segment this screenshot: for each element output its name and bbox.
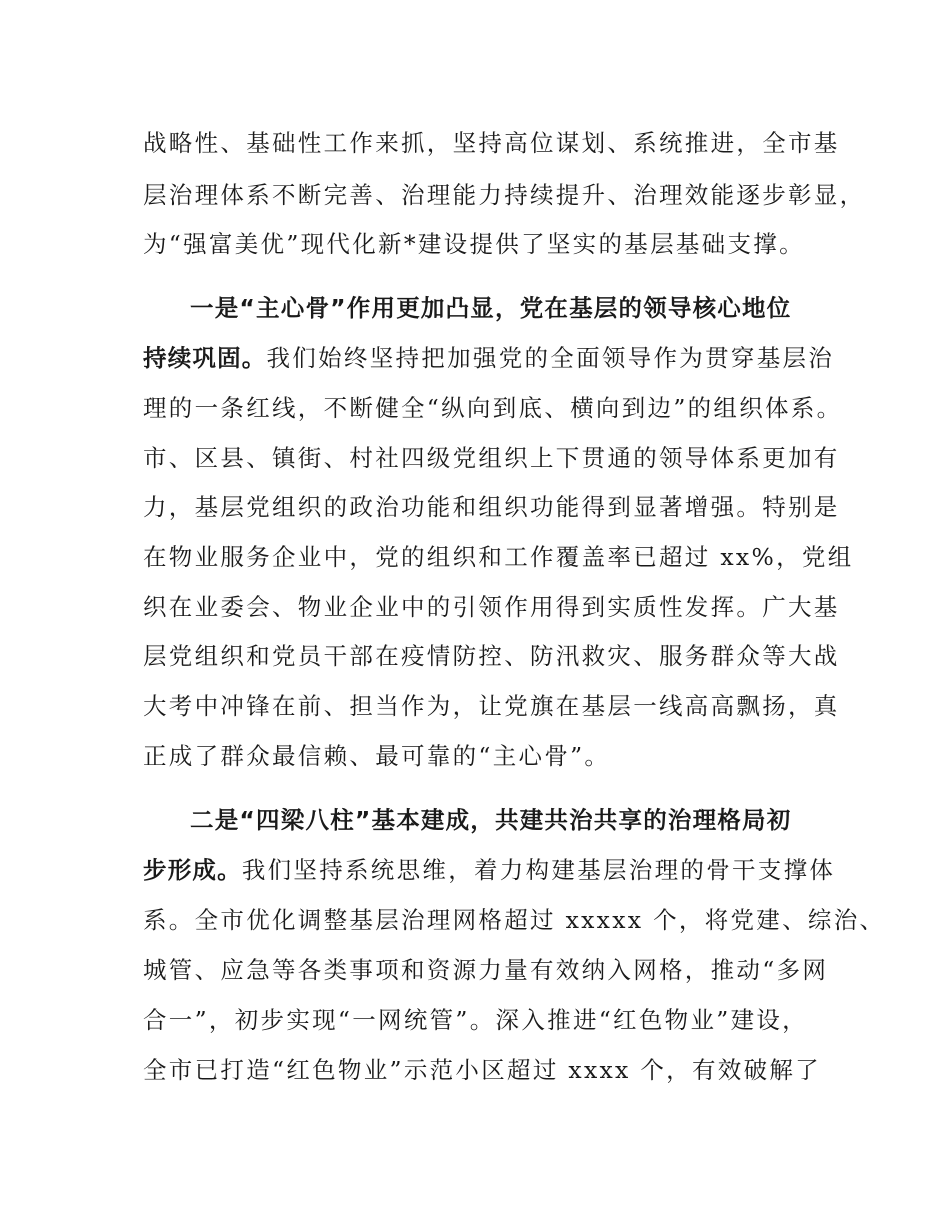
paragraph-3-line-2 <box>143 855 835 885</box>
paragraph-2-line-6: 在物业服务企业中，党的组织和工作覆盖率已超过 xx%，党组 <box>143 543 854 571</box>
paragraph-1-line-2: 层治理体系不断完善、治理能力持续提升、治理效能逐步彰显， <box>143 181 866 209</box>
paragraph-1-line-1: 战略性、基础性工作来抓，坚持高位谋划、系统推进，全市基 <box>143 129 840 157</box>
paragraph-2-heading-end: 持续巩固。 <box>143 344 267 372</box>
paragraph-3-heading: 二是“四梁八柱”基本建成，共建共治共享的治理格局初 <box>190 806 792 834</box>
paragraph-2-line-3: 理的一条红线，不断健全“纵向到底、横向到边”的组织体系。 <box>143 394 843 422</box>
paragraph-2-line-9: 大考中冲锋在前、担当作为，让党旗在基层一线高高飘扬，真 <box>143 692 840 720</box>
paragraph-2-line-2-text: 我们始终坚持把加强党的全面领导作为贯穿基层治 <box>266 344 835 372</box>
paragraph-3-line-6: 全市已打造“红色物业”示范小区超过 xxxx 个，有效破解了 <box>143 1056 821 1084</box>
paragraph-2-line-7: 织在业委会、物业企业中的引领作用得到实质性发挥。广大基 <box>143 593 840 621</box>
paragraph-3-line-5: 合一”，初步实现“一网统管”。深入推进“红色物业”建设， <box>143 1006 808 1034</box>
paragraph-1-line-3: 为“强富美优”现代化新*建设提供了坚实的基层基础支撑。 <box>143 230 805 258</box>
paragraph-3-line-2-text: 我们坚持系统思维，着力构建基层治理的骨干支撑体 <box>241 856 836 884</box>
paragraph-3-heading-end: 步形成。 <box>143 856 242 884</box>
paragraph-2-line-2 <box>143 343 834 373</box>
paragraph-2-line-8: 层党组织和党员干部在疫情防控、防汛救灾、服务群众等大战 <box>143 642 840 670</box>
paragraph-2-line-10: 正成了群众最信赖、最可靠的“主心骨”。 <box>143 742 611 770</box>
paragraph-2-line-5: 力，基层党组织的政治功能和组织功能得到显著增强。特别是 <box>143 493 840 521</box>
paragraph-2-line-4: 市、区县、镇街、村社四级党组织上下贯通的领导体系更加有 <box>143 444 840 472</box>
paragraph-2-heading: 一是“主心骨”作用更加凸显，党在基层的领导核心地位 <box>190 294 792 322</box>
paragraph-3-line-4: 城管、应急等各类事项和资源力量有效纳入网格，推动“多网 <box>143 956 829 984</box>
paragraph-3-line-3: 系。全市优化调整基层治理网格超过 xxxxx 个，将党建、综治、 <box>143 906 886 934</box>
